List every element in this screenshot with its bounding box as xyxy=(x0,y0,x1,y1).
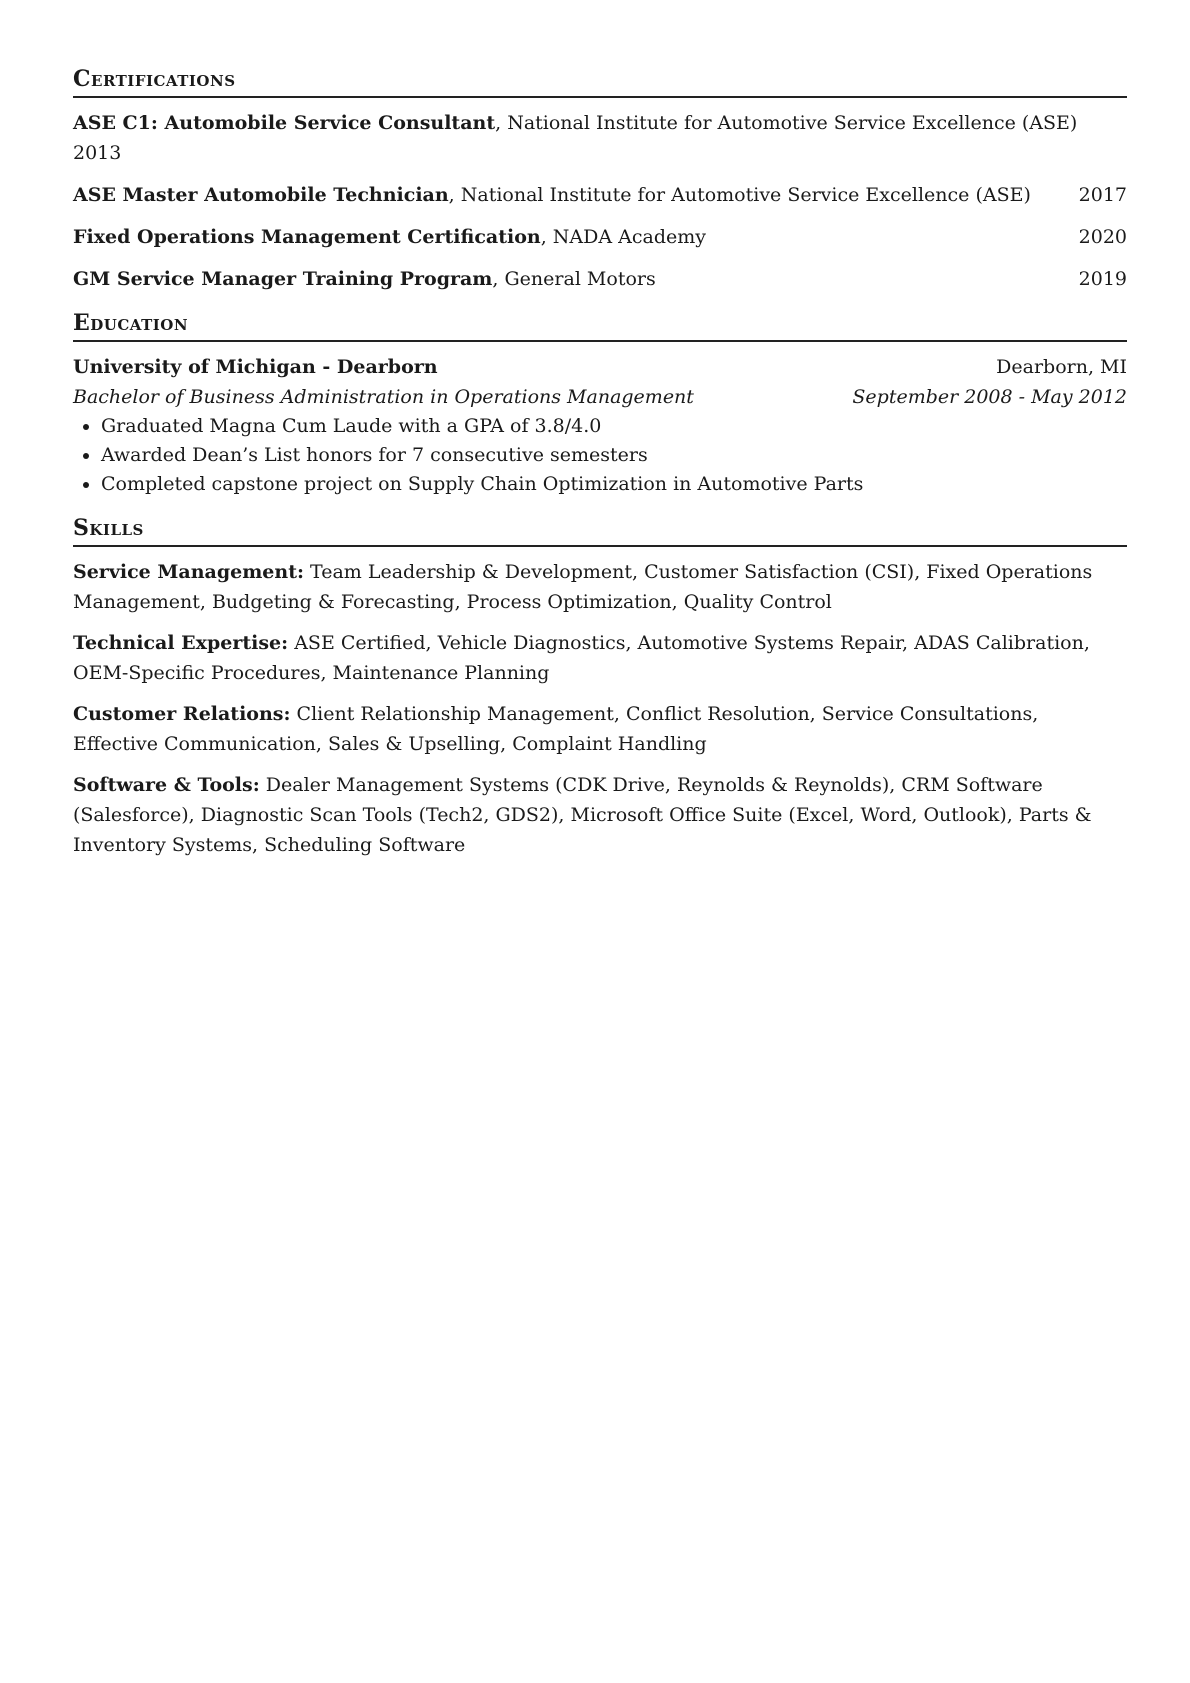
certification-issuer: , National Institute for Automotive Service Excellence (ASE) xyxy=(495,112,1078,134)
skill-text: Dealer Management Systems (CDK Drive, Reynolds & Reynolds), CRM Software (Salesforce), Diagnostic Scan Tools (Tech2, GDS2), Microsoft Office Suite (Excel, Word, Outlook), Parts & Inventory Systems, Scheduling Software xyxy=(73,774,1092,856)
certification-year: 2020 xyxy=(1078,226,1127,248)
certification-issuer: , NADA Academy xyxy=(540,226,706,248)
certification-item xyxy=(73,180,1127,210)
certification-name: Fixed Operations Management Certification xyxy=(73,226,541,248)
education-degree-row xyxy=(73,382,1127,412)
certification-item xyxy=(73,264,1127,294)
section-title-skills: Skills xyxy=(73,513,1127,547)
education-degree: Bachelor of Business Administration in Operations Management xyxy=(73,386,694,408)
skill-label: Service Management: xyxy=(73,561,304,583)
certification-name: ASE C1: Automobile Service Consultant xyxy=(73,112,496,134)
certifications-list xyxy=(73,108,1127,294)
certification-item xyxy=(73,108,1127,168)
section-title-education: Education xyxy=(73,308,1127,342)
certification-issuer: , General Motors xyxy=(492,268,656,290)
list-item: • Graduated Magna Cum Laude with a GPA of 3.8/4.0 xyxy=(101,412,1127,441)
education-dates: September 2008 - May 2012 xyxy=(852,386,1127,408)
skill-item xyxy=(73,770,1127,860)
skill-text: ASE Certified, Vehicle Diagnostics, Automotive Systems Repair, ADAS Calibration, OEM-Specific Procedures, Maintenance Planning xyxy=(73,632,1090,684)
resume-page xyxy=(73,64,1127,871)
skill-label: Software & Tools: xyxy=(73,774,260,796)
skill-label: Customer Relations: xyxy=(73,703,291,725)
skill-item xyxy=(73,628,1127,688)
certification-item xyxy=(73,222,1127,252)
certification-name: ASE Master Automobile Technician xyxy=(73,184,449,206)
skills-list xyxy=(73,557,1127,860)
education-location: Dearborn, MI xyxy=(996,356,1127,378)
skill-label: Technical Expertise: xyxy=(73,632,289,654)
section-title-certifications: Certifications xyxy=(73,64,1127,98)
education-entry xyxy=(73,352,1127,499)
skill-item xyxy=(73,557,1127,617)
list-item: • Completed capstone project on Supply Chain Optimization in Automotive Parts xyxy=(101,470,1127,499)
skill-text: Team Leadership & Development, Customer Satisfaction (CSI), Fixed Operations Management, Budgeting & Forecasting, Process Optimization, Quality Control xyxy=(73,561,1093,613)
education-header-row xyxy=(73,352,1127,382)
certifications-section xyxy=(73,64,1127,294)
education-school: University of Michigan - Dearborn xyxy=(73,356,438,378)
certification-year: 2019 xyxy=(1078,268,1127,290)
skills-section xyxy=(73,513,1127,860)
certification-year: 2017 xyxy=(1078,184,1127,206)
certification-year: 2013 xyxy=(73,142,122,164)
skill-text: Client Relationship Management, Conflict Resolution, Service Consultations, Effective Communication, Sales & Upselling, Complaint Handling xyxy=(73,703,1039,755)
skill-item xyxy=(73,699,1127,759)
certification-issuer: , National Institute for Automotive Service Excellence (ASE) xyxy=(448,184,1031,206)
education-bullets xyxy=(73,412,1127,499)
list-item: • Awarded Dean’s List honors for 7 consecutive semesters xyxy=(101,441,1127,470)
education-section xyxy=(73,308,1127,499)
certification-name: GM Service Manager Training Program xyxy=(73,268,493,290)
